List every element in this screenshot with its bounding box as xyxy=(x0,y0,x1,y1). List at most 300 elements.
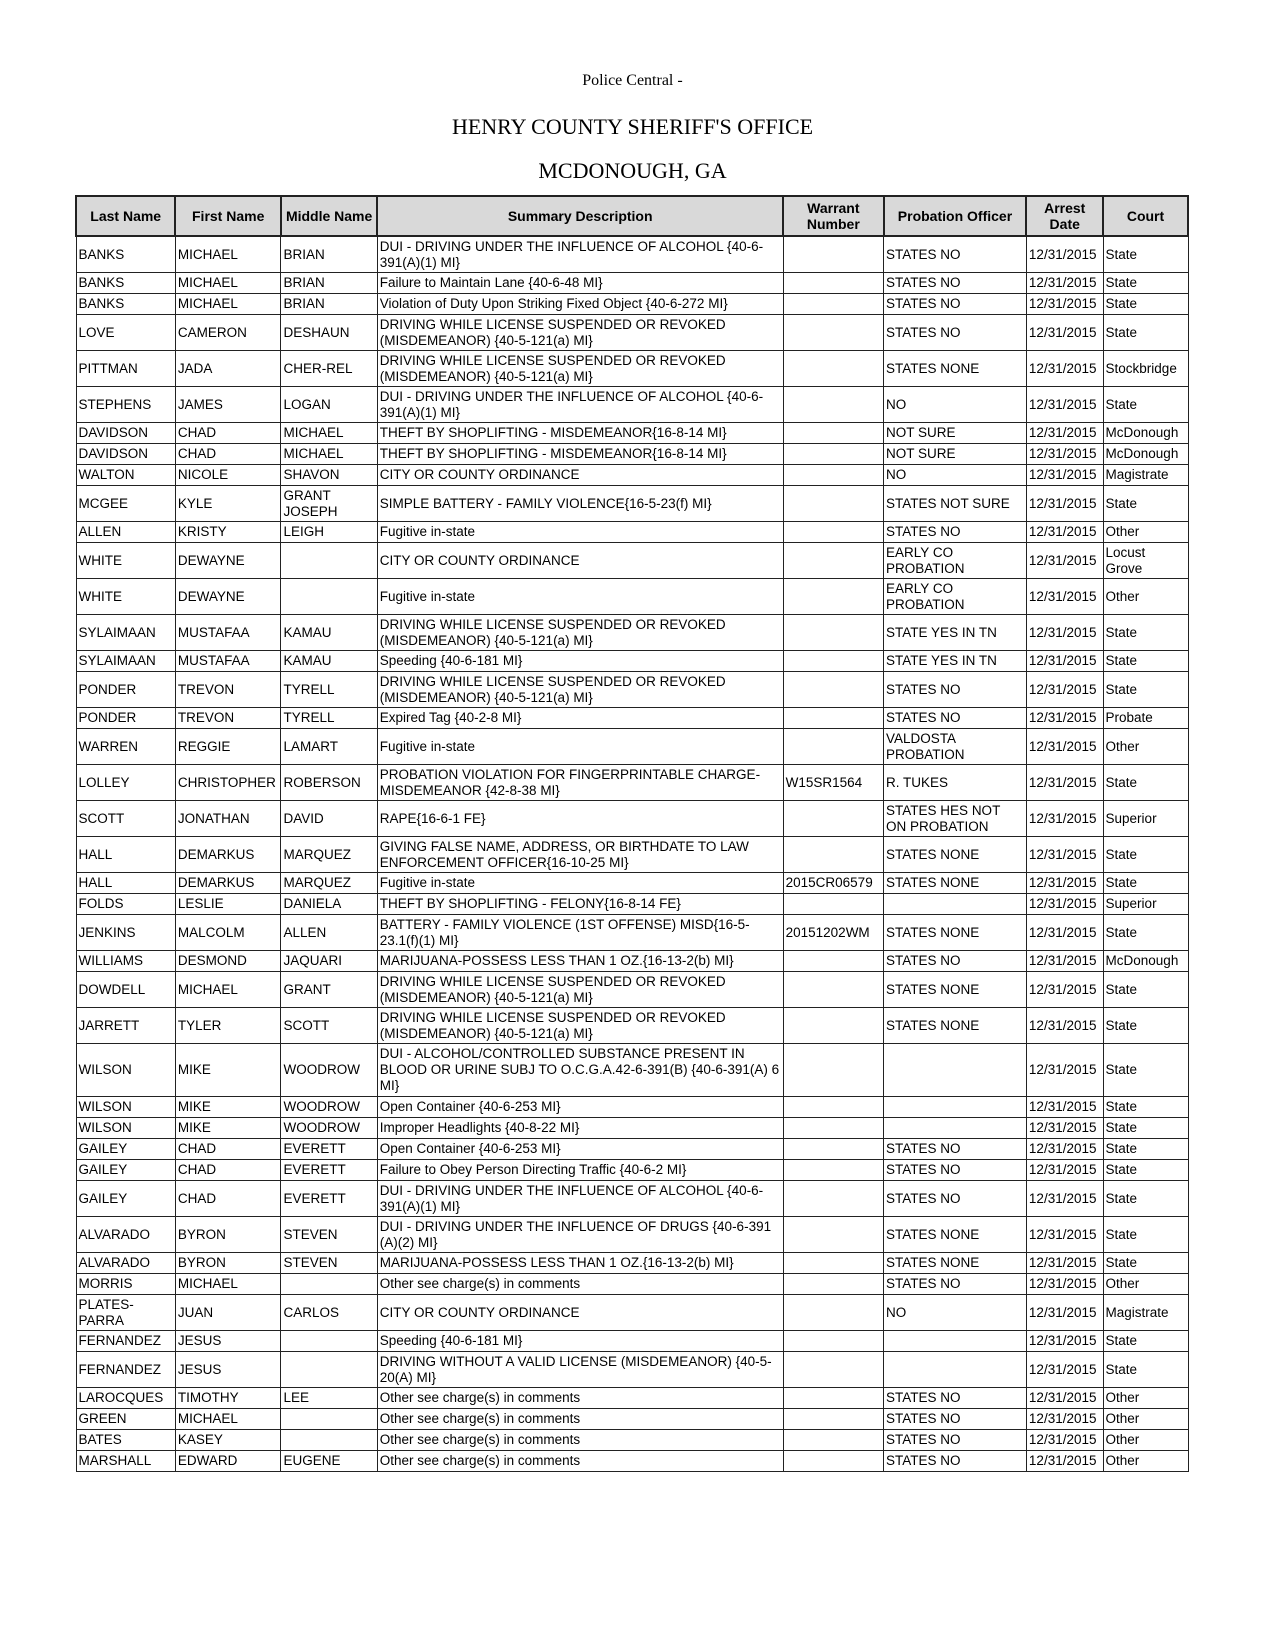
warrant-number-cell xyxy=(783,1160,883,1181)
warrant-number-cell xyxy=(783,579,883,615)
last-name-cell: GAILEY xyxy=(76,1181,175,1217)
warrant-number-cell xyxy=(783,972,883,1008)
summary-description-cell: THEFT BY SHOPLIFTING - MISDEMEANOR{16-8-14 MI} xyxy=(377,423,783,444)
summary-description-cell: SIMPLE BATTERY - FAMILY VIOLENCE{16-5-23(f) MI} xyxy=(377,486,783,522)
first-name-cell: MALCOLM xyxy=(175,915,281,951)
court-cell: State xyxy=(1103,765,1188,801)
arrest-date-cell: 12/31/2015 xyxy=(1026,387,1103,423)
last-name-cell: STEPHENS xyxy=(76,387,175,423)
first-name-cell: CHAD xyxy=(175,1139,281,1160)
middle-name-cell: STEVEN xyxy=(281,1217,377,1253)
arrest-date-cell: 12/31/2015 xyxy=(1026,315,1103,351)
table-row xyxy=(76,1295,1188,1331)
court-cell: McDonough xyxy=(1103,444,1188,465)
arrest-date-cell: 12/31/2015 xyxy=(1026,1139,1103,1160)
first-name-cell: DESMOND xyxy=(175,951,281,972)
first-name-cell: KASEY xyxy=(175,1430,281,1451)
middle-name-cell: EVERETT xyxy=(281,1139,377,1160)
last-name-cell: DOWDELL xyxy=(76,972,175,1008)
arrest-date-cell: 12/31/2015 xyxy=(1026,1160,1103,1181)
first-name-cell: TREVON xyxy=(175,708,281,729)
warrant-number-cell xyxy=(783,294,883,315)
middle-name-cell: MARQUEZ xyxy=(281,837,377,873)
warrant-number-cell xyxy=(783,708,883,729)
middle-name-cell: DANIELA xyxy=(281,894,377,915)
table-row xyxy=(76,729,1188,765)
table-row xyxy=(76,273,1188,294)
table-row xyxy=(76,236,1188,273)
court-cell: Other xyxy=(1103,1388,1188,1409)
probation-officer-cell: STATES NO xyxy=(884,708,1027,729)
summary-description-cell: CITY OR COUNTY ORDINANCE xyxy=(377,543,783,579)
first-name-cell: KYLE xyxy=(175,486,281,522)
probation-officer-cell: EARLY CO PROBATION xyxy=(884,543,1027,579)
arrest-date-cell: 12/31/2015 xyxy=(1026,444,1103,465)
probation-officer-cell: STATES NONE xyxy=(884,837,1027,873)
arrest-date-cell: 12/31/2015 xyxy=(1026,1295,1103,1331)
last-name-cell: BANKS xyxy=(76,236,175,273)
court-cell: Other xyxy=(1103,522,1188,543)
first-name-cell: LESLIE xyxy=(175,894,281,915)
last-name-cell: SYLAIMAAN xyxy=(76,651,175,672)
middle-name-cell: CARLOS xyxy=(281,1295,377,1331)
column-header-last-name: Last Name xyxy=(76,196,175,236)
arrest-date-cell: 12/31/2015 xyxy=(1026,894,1103,915)
summary-description-cell: MARIJUANA-POSSESS LESS THAN 1 OZ.{16-13-2(b) MI} xyxy=(377,951,783,972)
first-name-cell: MUSTAFAA xyxy=(175,615,281,651)
middle-name-cell xyxy=(281,1331,377,1352)
arrest-date-cell: 12/31/2015 xyxy=(1026,951,1103,972)
first-name-cell: MICHAEL xyxy=(175,236,281,273)
court-cell: Locust Grove xyxy=(1103,543,1188,579)
arrest-date-cell: 12/31/2015 xyxy=(1026,1097,1103,1118)
middle-name-cell: DESHAUN xyxy=(281,315,377,351)
arrest-date-cell: 12/31/2015 xyxy=(1026,522,1103,543)
summary-description-cell: Other see charge(s) in comments xyxy=(377,1451,783,1472)
summary-description-cell: THEFT BY SHOPLIFTING - MISDEMEANOR{16-8-14 MI} xyxy=(377,444,783,465)
court-cell: State xyxy=(1103,1331,1188,1352)
warrant-number-cell xyxy=(783,894,883,915)
probation-officer-cell: STATES NO xyxy=(884,273,1027,294)
probation-officer-cell: STATES NO xyxy=(884,1274,1027,1295)
summary-description-cell: Fugitive in-state xyxy=(377,579,783,615)
warrant-number-cell xyxy=(783,486,883,522)
warrant-number-cell: W15SR1564 xyxy=(783,765,883,801)
last-name-cell: MARSHALL xyxy=(76,1451,175,1472)
court-cell: Magistrate xyxy=(1103,465,1188,486)
warrant-number-cell xyxy=(783,1295,883,1331)
probation-officer-cell: STATES NO xyxy=(884,951,1027,972)
summary-description-cell: THEFT BY SHOPLIFTING - FELONY{16-8-14 FE} xyxy=(377,894,783,915)
middle-name-cell: EVERETT xyxy=(281,1181,377,1217)
court-cell: McDonough xyxy=(1103,423,1188,444)
last-name-cell: GREEN xyxy=(76,1409,175,1430)
table-row xyxy=(76,1430,1188,1451)
warrant-number-cell xyxy=(783,615,883,651)
court-cell: State xyxy=(1103,1352,1188,1388)
last-name-cell: LOLLEY xyxy=(76,765,175,801)
warrant-number-cell xyxy=(783,1352,883,1388)
summary-description-cell: Other see charge(s) in comments xyxy=(377,1430,783,1451)
last-name-cell: GAILEY xyxy=(76,1160,175,1181)
warrant-number-cell xyxy=(783,1097,883,1118)
probation-officer-cell: STATES NONE xyxy=(884,873,1027,894)
summary-description-cell: Expired Tag {40-2-8 MI} xyxy=(377,708,783,729)
summary-description-cell: DUI - ALCOHOL/CONTROLLED SUBSTANCE PRESENT IN BLOOD OR URINE SUBJ TO O.C.G.A.42-6-391(B) {40-6-391(A) 6 MI} xyxy=(377,1044,783,1097)
warrant-number-cell: 2015CR06579 xyxy=(783,873,883,894)
probation-officer-cell: STATES NO xyxy=(884,522,1027,543)
arrest-date-cell: 12/31/2015 xyxy=(1026,729,1103,765)
last-name-cell: BATES xyxy=(76,1430,175,1451)
middle-name-cell: LEE xyxy=(281,1388,377,1409)
court-cell: Other xyxy=(1103,729,1188,765)
summary-description-cell: CITY OR COUNTY ORDINANCE xyxy=(377,465,783,486)
probation-officer-cell: STATES NO xyxy=(884,1181,1027,1217)
middle-name-cell: EUGENE xyxy=(281,1451,377,1472)
first-name-cell: CHAD xyxy=(175,423,281,444)
summary-description-cell: Violation of Duty Upon Striking Fixed Object {40-6-272 MI} xyxy=(377,294,783,315)
middle-name-cell: WOODROW xyxy=(281,1097,377,1118)
first-name-cell: JADA xyxy=(175,351,281,387)
middle-name-cell xyxy=(281,1430,377,1451)
summary-description-cell: Other see charge(s) in comments xyxy=(377,1274,783,1295)
table-row xyxy=(76,1217,1188,1253)
probation-officer-cell xyxy=(884,1097,1027,1118)
middle-name-cell: WOODROW xyxy=(281,1118,377,1139)
arrest-date-cell: 12/31/2015 xyxy=(1026,651,1103,672)
last-name-cell: PITTMAN xyxy=(76,351,175,387)
arrest-date-cell: 12/31/2015 xyxy=(1026,1451,1103,1472)
warrant-number-cell xyxy=(783,444,883,465)
probation-officer-cell: NOT SURE xyxy=(884,444,1027,465)
court-cell: State xyxy=(1103,315,1188,351)
probation-officer-cell: R. TUKES xyxy=(884,765,1027,801)
warrant-number-cell xyxy=(783,1253,883,1274)
table-row xyxy=(76,315,1188,351)
table-row xyxy=(76,387,1188,423)
court-cell: Magistrate xyxy=(1103,1295,1188,1331)
probation-officer-cell: NOT SURE xyxy=(884,423,1027,444)
table-row xyxy=(76,672,1188,708)
arrest-date-cell: 12/31/2015 xyxy=(1026,579,1103,615)
probation-officer-cell: STATES NO xyxy=(884,1388,1027,1409)
table-row xyxy=(76,1181,1188,1217)
warrant-number-cell xyxy=(783,1139,883,1160)
first-name-cell: TREVON xyxy=(175,672,281,708)
first-name-cell: JESUS xyxy=(175,1352,281,1388)
first-name-cell: REGGIE xyxy=(175,729,281,765)
summary-description-cell: CITY OR COUNTY ORDINANCE xyxy=(377,1295,783,1331)
last-name-cell: HALL xyxy=(76,873,175,894)
probation-officer-cell: STATES NO xyxy=(884,236,1027,273)
summary-description-cell: PROBATION VIOLATION FOR FINGERPRINTABLE CHARGE-MISDEMEANOR {42-8-38 MI} xyxy=(377,765,783,801)
last-name-cell: SYLAIMAAN xyxy=(76,615,175,651)
table-row xyxy=(76,522,1188,543)
first-name-cell: CHAD xyxy=(175,1160,281,1181)
court-cell: State xyxy=(1103,1008,1188,1044)
summary-description-cell: DUI - DRIVING UNDER THE INFLUENCE OF DRUGS {40-6-391 (A)(2) MI} xyxy=(377,1217,783,1253)
table-row xyxy=(76,894,1188,915)
probation-officer-cell: STATES NOT SURE xyxy=(884,486,1027,522)
first-name-cell: DEMARKUS xyxy=(175,837,281,873)
summary-description-cell: GIVING FALSE NAME, ADDRESS, OR BIRTHDATE TO LAW ENFORCEMENT OFFICER{16-10-25 MI} xyxy=(377,837,783,873)
table-row xyxy=(76,1097,1188,1118)
arrest-date-cell: 12/31/2015 xyxy=(1026,351,1103,387)
summary-description-cell: MARIJUANA-POSSESS LESS THAN 1 OZ.{16-13-2(b) MI} xyxy=(377,1253,783,1274)
warrant-number-cell xyxy=(783,315,883,351)
last-name-cell: DAVIDSON xyxy=(76,444,175,465)
probation-officer-cell xyxy=(884,1331,1027,1352)
middle-name-cell: KAMAU xyxy=(281,615,377,651)
summary-description-cell: DUI - DRIVING UNDER THE INFLUENCE OF ALCOHOL {40-6-391(A)(1) MI} xyxy=(377,236,783,273)
court-cell: State xyxy=(1103,873,1188,894)
table-body xyxy=(76,236,1188,1472)
arrest-date-cell: 12/31/2015 xyxy=(1026,801,1103,837)
court-cell: Other xyxy=(1103,1451,1188,1472)
table-row xyxy=(76,1008,1188,1044)
summary-description-cell: DRIVING WHILE LICENSE SUSPENDED OR REVOKED (MISDEMEANOR) {40-5-121(a) MI} xyxy=(377,1008,783,1044)
court-cell: State xyxy=(1103,273,1188,294)
warrant-number-cell xyxy=(783,351,883,387)
middle-name-cell: GRANT JOSEPH xyxy=(281,486,377,522)
table-row xyxy=(76,486,1188,522)
warrant-number-cell xyxy=(783,273,883,294)
warrant-number-cell xyxy=(783,1008,883,1044)
last-name-cell: SCOTT xyxy=(76,801,175,837)
probation-officer-cell: STATES NONE xyxy=(884,915,1027,951)
last-name-cell: FERNANDEZ xyxy=(76,1352,175,1388)
probation-officer-cell: STATES NO xyxy=(884,1451,1027,1472)
court-cell: State xyxy=(1103,236,1188,273)
last-name-cell: PONDER xyxy=(76,672,175,708)
warrant-number-cell xyxy=(783,423,883,444)
first-name-cell: MICHAEL xyxy=(175,972,281,1008)
middle-name-cell: LAMART xyxy=(281,729,377,765)
first-name-cell: JUAN xyxy=(175,1295,281,1331)
last-name-cell: ALVARADO xyxy=(76,1253,175,1274)
summary-description-cell: DRIVING WHILE LICENSE SUSPENDED OR REVOKED (MISDEMEANOR) {40-5-121(a) MI} xyxy=(377,615,783,651)
first-name-cell: MUSTAFAA xyxy=(175,651,281,672)
warrant-number-cell xyxy=(783,1118,883,1139)
warrant-number-cell xyxy=(783,1430,883,1451)
table-row xyxy=(76,543,1188,579)
first-name-cell: EDWARD xyxy=(175,1451,281,1472)
middle-name-cell: WOODROW xyxy=(281,1044,377,1097)
arrest-date-cell: 12/31/2015 xyxy=(1026,1388,1103,1409)
table-row xyxy=(76,465,1188,486)
table-row xyxy=(76,801,1188,837)
table-row xyxy=(76,873,1188,894)
first-name-cell: TYLER xyxy=(175,1008,281,1044)
first-name-cell: MICHAEL xyxy=(175,294,281,315)
last-name-cell: DAVIDSON xyxy=(76,423,175,444)
warrant-number-cell xyxy=(783,1181,883,1217)
report-source: Police Central - xyxy=(582,72,683,89)
probation-officer-cell: STATES NONE xyxy=(884,1008,1027,1044)
probation-officer-cell: STATES NO xyxy=(884,294,1027,315)
court-cell: State xyxy=(1103,915,1188,951)
table-header-row xyxy=(76,196,1188,236)
summary-description-cell: Failure to Obey Person Directing Traffic {40-6-2 MI} xyxy=(377,1160,783,1181)
probation-officer-cell: NO xyxy=(884,1295,1027,1331)
warrant-number-cell xyxy=(783,729,883,765)
middle-name-cell xyxy=(281,543,377,579)
summary-description-cell: Speeding {40-6-181 MI} xyxy=(377,651,783,672)
arrest-report-table xyxy=(75,195,1189,1472)
first-name-cell: CHAD xyxy=(175,1181,281,1217)
last-name-cell: LOVE xyxy=(76,315,175,351)
last-name-cell: WHITE xyxy=(76,579,175,615)
last-name-cell: MORRIS xyxy=(76,1274,175,1295)
column-header-probation-officer: Probation Officer xyxy=(884,196,1027,236)
middle-name-cell: LEIGH xyxy=(281,522,377,543)
first-name-cell: CHAD xyxy=(175,444,281,465)
arrest-date-cell: 12/31/2015 xyxy=(1026,672,1103,708)
last-name-cell: GAILEY xyxy=(76,1139,175,1160)
middle-name-cell: SCOTT xyxy=(281,1008,377,1044)
middle-name-cell: GRANT xyxy=(281,972,377,1008)
middle-name-cell: ROBERSON xyxy=(281,765,377,801)
first-name-cell: JONATHAN xyxy=(175,801,281,837)
table-row xyxy=(76,294,1188,315)
last-name-cell: ALVARADO xyxy=(76,1217,175,1253)
column-header-court: Court xyxy=(1103,196,1188,236)
table-row xyxy=(76,579,1188,615)
middle-name-cell: BRIAN xyxy=(281,236,377,273)
court-cell: Probate xyxy=(1103,708,1188,729)
arrest-date-cell: 12/31/2015 xyxy=(1026,273,1103,294)
table-row xyxy=(76,1160,1188,1181)
court-cell: State xyxy=(1103,1253,1188,1274)
probation-officer-cell: STATES NO xyxy=(884,1139,1027,1160)
arrest-date-cell: 12/31/2015 xyxy=(1026,1118,1103,1139)
arrest-date-cell: 12/31/2015 xyxy=(1026,1044,1103,1097)
middle-name-cell: KAMAU xyxy=(281,651,377,672)
arrest-date-cell: 12/31/2015 xyxy=(1026,765,1103,801)
court-cell: Other xyxy=(1103,579,1188,615)
last-name-cell: PLATES-PARRA xyxy=(76,1295,175,1331)
last-name-cell: WARREN xyxy=(76,729,175,765)
middle-name-cell: MICHAEL xyxy=(281,423,377,444)
court-cell: State xyxy=(1103,615,1188,651)
warrant-number-cell xyxy=(783,465,883,486)
warrant-number-cell xyxy=(783,1044,883,1097)
middle-name-cell: CHER-REL xyxy=(281,351,377,387)
probation-officer-cell: STATES NO xyxy=(884,1409,1027,1430)
court-cell: State xyxy=(1103,1181,1188,1217)
first-name-cell: BYRON xyxy=(175,1253,281,1274)
table-row xyxy=(76,1451,1188,1472)
probation-officer-cell: NO xyxy=(884,465,1027,486)
first-name-cell: CAMERON xyxy=(175,315,281,351)
arrest-date-cell: 12/31/2015 xyxy=(1026,1253,1103,1274)
probation-officer-cell: STATES NO xyxy=(884,1160,1027,1181)
arrest-date-cell: 12/31/2015 xyxy=(1026,465,1103,486)
middle-name-cell xyxy=(281,579,377,615)
last-name-cell: WILLIAMS xyxy=(76,951,175,972)
probation-officer-cell xyxy=(884,1044,1027,1097)
middle-name-cell: BRIAN xyxy=(281,294,377,315)
warrant-number-cell xyxy=(783,1331,883,1352)
court-cell: State xyxy=(1103,1118,1188,1139)
middle-name-cell: STEVEN xyxy=(281,1253,377,1274)
table-row xyxy=(76,651,1188,672)
summary-description-cell: RAPE{16-6-1 FE} xyxy=(377,801,783,837)
table-row xyxy=(76,351,1188,387)
first-name-cell: MIKE xyxy=(175,1044,281,1097)
probation-officer-cell: STATES NO xyxy=(884,672,1027,708)
first-name-cell: DEMARKUS xyxy=(175,873,281,894)
first-name-cell: KRISTY xyxy=(175,522,281,543)
middle-name-cell: TYRELL xyxy=(281,708,377,729)
court-cell: State xyxy=(1103,1044,1188,1097)
probation-officer-cell xyxy=(884,1118,1027,1139)
table-row xyxy=(76,1044,1188,1097)
summary-description-cell: Open Container {40-6-253 MI} xyxy=(377,1097,783,1118)
warrant-number-cell xyxy=(783,1451,883,1472)
arrest-date-cell: 12/31/2015 xyxy=(1026,972,1103,1008)
column-header-summary-description: Summary Description xyxy=(377,196,783,236)
probation-officer-cell: STATE YES IN TN xyxy=(884,651,1027,672)
last-name-cell: WILSON xyxy=(76,1118,175,1139)
probation-officer-cell: STATES NONE xyxy=(884,1253,1027,1274)
probation-officer-cell: VALDOSTA PROBATION xyxy=(884,729,1027,765)
column-header-first-name: First Name xyxy=(175,196,281,236)
court-cell: Other xyxy=(1103,1274,1188,1295)
last-name-cell: ALLEN xyxy=(76,522,175,543)
warrant-number-cell xyxy=(783,951,883,972)
arrest-date-cell: 12/31/2015 xyxy=(1026,1409,1103,1430)
first-name-cell: JAMES xyxy=(175,387,281,423)
court-cell: State xyxy=(1103,387,1188,423)
summary-description-cell: Fugitive in-state xyxy=(377,873,783,894)
arrest-date-cell: 12/31/2015 xyxy=(1026,615,1103,651)
first-name-cell: MICHAEL xyxy=(175,1274,281,1295)
last-name-cell: MCGEE xyxy=(76,486,175,522)
arrest-date-cell: 12/31/2015 xyxy=(1026,1430,1103,1451)
court-cell: State xyxy=(1103,294,1188,315)
probation-officer-cell: NO xyxy=(884,387,1027,423)
arrest-date-cell: 12/31/2015 xyxy=(1026,915,1103,951)
summary-description-cell: DRIVING WHILE LICENSE SUSPENDED OR REVOKED (MISDEMEANOR) {40-5-121(a) MI} xyxy=(377,351,783,387)
last-name-cell: PONDER xyxy=(76,708,175,729)
summary-description-cell: Fugitive in-state xyxy=(377,522,783,543)
summary-description-cell: DRIVING WHILE LICENSE SUSPENDED OR REVOKED (MISDEMEANOR) {40-5-121(a) MI} xyxy=(377,315,783,351)
middle-name-cell: EVERETT xyxy=(281,1160,377,1181)
arrest-date-cell: 12/31/2015 xyxy=(1026,1331,1103,1352)
table-row xyxy=(76,1139,1188,1160)
arrest-date-cell: 12/31/2015 xyxy=(1026,423,1103,444)
first-name-cell: MIKE xyxy=(175,1118,281,1139)
warrant-number-cell xyxy=(783,236,883,273)
court-cell: Superior xyxy=(1103,801,1188,837)
table-row xyxy=(76,615,1188,651)
summary-description-cell: DRIVING WHILE LICENSE SUSPENDED OR REVOKED (MISDEMEANOR) {40-5-121(a) MI} xyxy=(377,672,783,708)
last-name-cell: JENKINS xyxy=(76,915,175,951)
probation-officer-cell xyxy=(884,894,1027,915)
first-name-cell: MIKE xyxy=(175,1097,281,1118)
warrant-number-cell xyxy=(783,1409,883,1430)
court-cell: State xyxy=(1103,837,1188,873)
court-cell: State xyxy=(1103,672,1188,708)
last-name-cell: JARRETT xyxy=(76,1008,175,1044)
agency-location: MCDONOUGH, GA xyxy=(538,158,727,183)
middle-name-cell: LOGAN xyxy=(281,387,377,423)
last-name-cell: WALTON xyxy=(76,465,175,486)
last-name-cell: WILSON xyxy=(76,1044,175,1097)
arrest-date-cell: 12/31/2015 xyxy=(1026,837,1103,873)
court-cell: Other xyxy=(1103,1430,1188,1451)
